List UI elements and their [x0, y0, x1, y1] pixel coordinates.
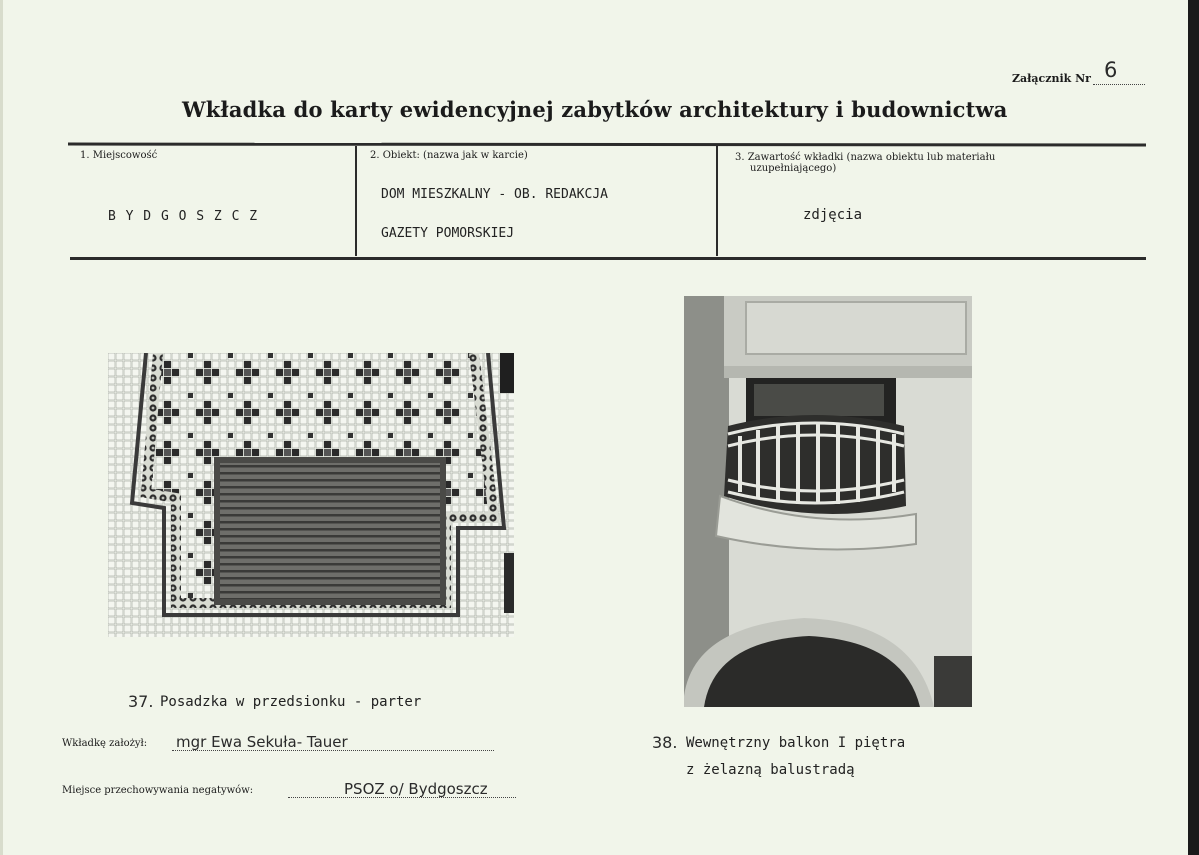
object-value-line1: DOM MIESZKALNY - OB. REDAKCJA [381, 187, 608, 202]
balcony-image [684, 296, 972, 707]
object-value-line2: GAZETY POMORSKIEJ [381, 226, 515, 241]
photo-38-number: 38. [652, 733, 678, 752]
photo-balcony [684, 296, 972, 707]
photo-37-caption: Posadzka w przedsionku - parter [160, 694, 422, 710]
page-title: Wkładka do karty ewidencyjnej zabytków architektury i budownictwa [182, 97, 1008, 122]
photo-floor-tiles [108, 353, 514, 637]
table-top-rule [68, 143, 1146, 147]
object-label: 2. Obiekt: (nazwa jak w karcie) [370, 150, 528, 161]
scan-edge-left [0, 0, 3, 855]
created-by-label: Wkładkę założył: [62, 738, 148, 749]
photo-38-caption-line2: z żelazną balustradą [686, 762, 855, 778]
table-divider-2 [716, 146, 718, 256]
created-by-value: mgr Ewa Sekuła- Tauer [176, 733, 348, 751]
table-divider-1 [355, 146, 357, 256]
content-label-line2: uzupełniającego) [750, 163, 837, 174]
scan-edge-right [1188, 0, 1199, 855]
annex-label: Załącznik Nr [1012, 72, 1091, 85]
locality-value: B Y D G O S Z C Z [108, 209, 259, 224]
content-label-line1: 3. Zawartość wkładki (nazwa obiektu lub materiału [735, 152, 996, 163]
photo-38-caption-line1: Wewnętrzny balkon I piętra [686, 735, 906, 751]
table-bottom-rule [70, 257, 1146, 260]
photo-37-number: 37. [128, 692, 154, 711]
content-value: zdjęcia [803, 207, 863, 223]
negatives-label: Miejsce przechowywania negatywów: [62, 785, 254, 796]
negatives-value: PSOZ o/ Bydgoszcz [344, 780, 488, 798]
annex-number-dots [1093, 84, 1145, 85]
annex-number: 6 [1104, 58, 1118, 82]
floor-tiles-image [108, 353, 514, 637]
locality-label: 1. Miejscowość [80, 150, 158, 161]
